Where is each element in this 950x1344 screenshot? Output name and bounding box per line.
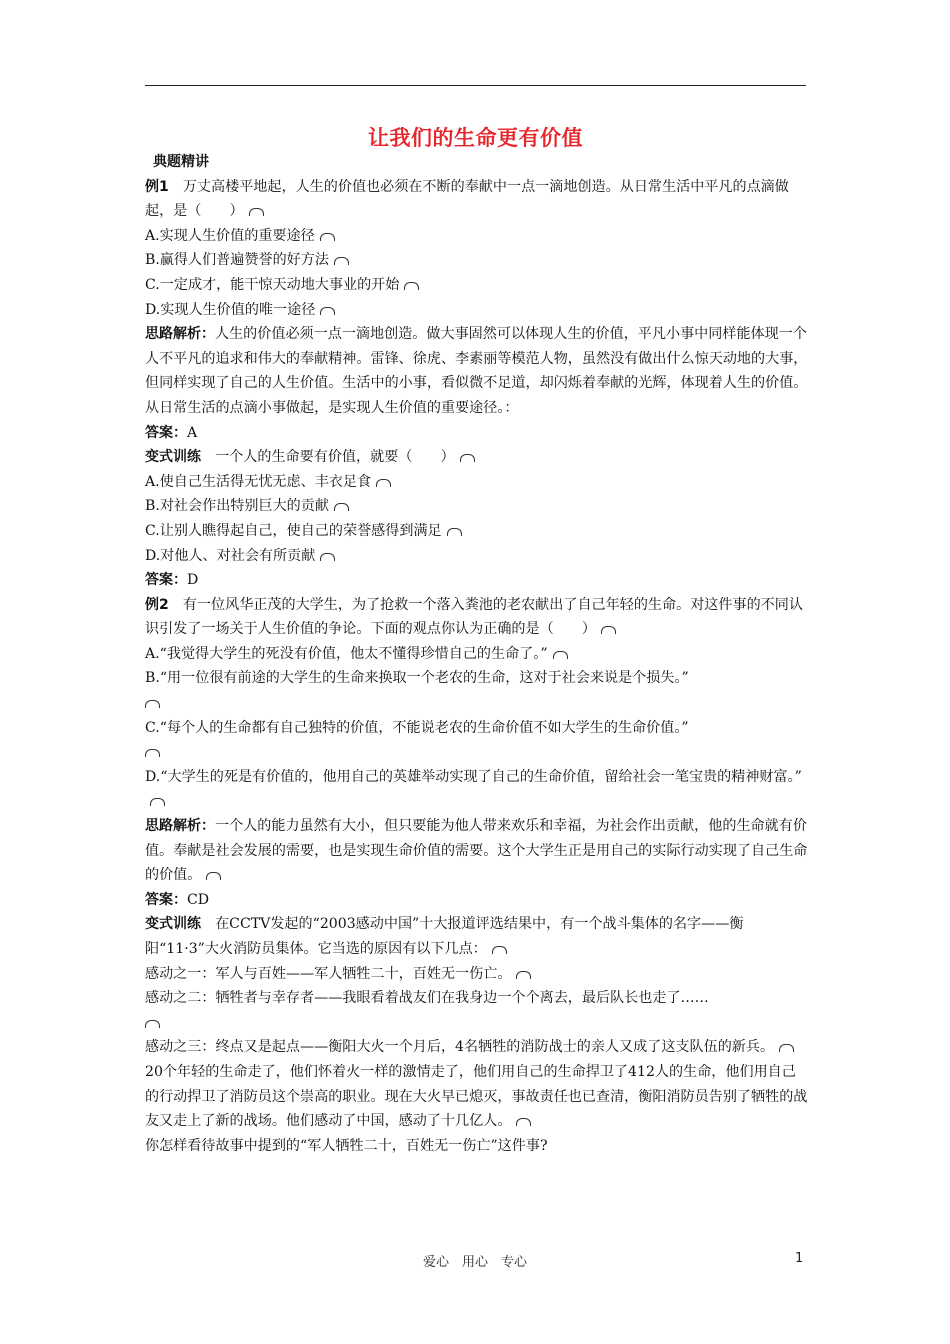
example1-stem: [145, 175, 808, 224]
practice2-question: [145, 1134, 808, 1159]
return-mark-icon: [334, 257, 349, 265]
return-mark-icon: [447, 528, 462, 536]
document-title: 让我们的生命更有价值: [368, 126, 583, 150]
practice1-option-a: [145, 470, 808, 495]
example1-analysis: [145, 322, 808, 420]
answer-label: 答案：: [145, 572, 187, 589]
option-text: B.“用一位很有前途的大学生的生命来换取一个老农的生命，这对于社会来说是个损失。”: [145, 670, 689, 687]
question-text: 你怎样看待故事中提到的“军人牺牲二十，百姓无一伤亡”这件事?: [145, 1137, 548, 1154]
return-mark-icon: [779, 1044, 794, 1052]
return-mark-icon: [249, 208, 264, 216]
narrative-text: 20个年轻的生命走了，他们怀着火一样的激情走了，他们用自己的生命捍卫了412人的生命，他们用自己的行动捍卫了消防员这个崇高的职业。现在大火早已熄灭，事故责任也已查清，衡阳消防员告别了牺牲的战友又走上了新的战场。他们感动了中国，感动了十几亿人。: [145, 1063, 808, 1130]
return-mark-icon: [601, 626, 616, 634]
return-mark-icon: [553, 651, 568, 659]
example2-stem: [145, 593, 808, 642]
return-mark-icon: [206, 872, 221, 880]
example2-analysis: [145, 814, 808, 888]
return-mark-icon: [460, 454, 475, 462]
practice2-point-3: [145, 1035, 808, 1060]
example1-stem-text: 万丈高楼平地起，人生的价值也必须在不断的奉献中一点一滴地创造。从日常生活中平凡的点滴做起，是（ ）: [145, 178, 789, 220]
example2-label: 例2: [145, 596, 169, 613]
practice2-label: 变式训练: [145, 916, 201, 933]
answer-label: 答案：: [145, 424, 187, 441]
example1-label: 例1: [145, 178, 169, 195]
return-mark-icon: [334, 503, 349, 511]
option-text: D.实现人生价值的唯一途径: [145, 301, 316, 318]
practice2-point-2: [145, 986, 808, 1035]
option-text: A.实现人生价值的重要途径: [145, 227, 315, 244]
return-mark-icon: [320, 233, 335, 241]
practice1-label: 变式训练: [145, 449, 201, 466]
practice1-option-b: [145, 494, 808, 519]
example1-option-b: [145, 248, 808, 273]
section-heading: 典题精讲: [153, 154, 209, 170]
return-mark-icon: [145, 1020, 160, 1028]
example1-option-d: [145, 298, 808, 323]
answer-value: CD: [187, 891, 210, 908]
option-text: C.一定成才，能干惊天动地大事业的开始: [145, 276, 400, 293]
return-mark-icon: [404, 282, 419, 290]
return-mark-icon: [492, 946, 507, 954]
practice2-stem-text: 在CCTV发起的“2003感动中国”十大报道评选结果中，有一个战斗集体的名字——衡阳“11·3”大火消防员集体。它当选的原因有以下几点：: [145, 916, 744, 957]
return-mark-icon: [320, 553, 335, 561]
return-mark-icon: [516, 1118, 531, 1126]
example2-option-b: [145, 666, 808, 715]
return-mark-icon: [145, 749, 160, 757]
return-mark-icon: [145, 700, 160, 708]
option-text: B.对社会作出特别巨大的贡献: [145, 498, 329, 515]
analysis-label: 思路解析：: [145, 326, 215, 343]
answer-value: A: [187, 424, 198, 441]
option-text: D.对他人、对社会有所贡献: [145, 547, 316, 564]
example1-answer: [145, 421, 808, 446]
point-text: 感动之三：终点又是起点——衡阳大火一个月后，4名牺牲的消防战士的亲人又成了这支队伍的新兵。: [145, 1039, 775, 1056]
option-text: D.“大学生的死是有价值的，他用自己的英雄举动实现了自己的生命价值，留给社会一笔宝贵的精神财富。”: [145, 768, 802, 785]
practice1-stem-text: 一个人的生命要有价值，就要（ ）: [215, 449, 455, 466]
analysis-text: 人生的价值必须一点一滴地创造。做大事固然可以体现人生的价值，平凡小事中同样能体现一个人不平凡的追求和伟大的奉献精神。雷锋、徐虎、李素丽等模范人物，虽然没有做出什么惊天动地的大事，但同样实现了自己的人生价值。生活中的小事，看似微不足道，却闪烁着奉献的光辉，体现着人生的价值。从日常生活的点滴小事做起，是实现人生价值的重要途径。：: [145, 326, 808, 416]
practice1-option-c: [145, 519, 808, 544]
example2-option-d: [145, 765, 808, 814]
page-number: 1: [795, 1251, 804, 1266]
practice2-narrative: [145, 1060, 808, 1134]
option-text: C.“每个人的生命都有自己独特的价值，不能说老农的生命价值不如大学生的生命价值。”: [145, 719, 689, 736]
example1-option-a: [145, 224, 808, 249]
example2-stem-text: 有一位风华正茂的大学生，为了抢救一个落入粪池的老农献出了自己年轻的生命。对这件事的不同认识引发了一场关于人生价值的争论。下面的观点你认为正确的是（ ）: [145, 596, 803, 638]
practice2-stem: [145, 912, 808, 961]
practice1-answer: [145, 568, 808, 593]
option-text: A.“我觉得大学生的死没有价值，他太不懂得珍惜自己的生命了。”: [145, 645, 548, 662]
option-text: C.让别人瞧得起自己，使自己的荣誉感得到满足: [145, 522, 442, 539]
example2-option-a: [145, 642, 808, 667]
document-body: [145, 150, 808, 1158]
practice1-option-d: [145, 544, 808, 569]
return-mark-icon: [320, 307, 335, 315]
header-rule: [145, 85, 806, 86]
analysis-text: 一个人的能力虽然有大小，但只要能为他人带来欢乐和幸福，为社会作出贡献，他的生命就有价值。奉献是社会发展的需要，也是实现生命价值的需要。这个大学生正是用自己的实际行动实现了自己生命的价值。: [145, 818, 808, 884]
answer-value: D: [187, 572, 199, 589]
option-text: A.使自己生活得无忧无虑、丰衣足食: [145, 473, 372, 490]
example1-option-c: [145, 273, 808, 298]
answer-label: 答案：: [145, 891, 187, 908]
example2-option-c: [145, 716, 808, 765]
return-mark-icon: [516, 971, 531, 979]
practice1-stem: [145, 445, 808, 470]
practice2-point-1: [145, 962, 808, 987]
option-text: B.赢得人们普遍赞誉的好方法: [145, 252, 329, 269]
return-mark-icon: [150, 798, 165, 806]
analysis-label: 思路解析：: [145, 818, 215, 835]
footer-text: 爱心 用心 专心: [422, 1255, 527, 1270]
point-text: 感动之二：牺牲者与幸存者——我眼看着战友们在我身边一个个离去，最后队长也走了……: [145, 990, 709, 1007]
point-text: 感动之一：军人与百姓——军人牺牲二十，百姓无一伤亡。: [145, 965, 512, 982]
example2-answer: [145, 888, 808, 913]
return-mark-icon: [376, 479, 391, 487]
